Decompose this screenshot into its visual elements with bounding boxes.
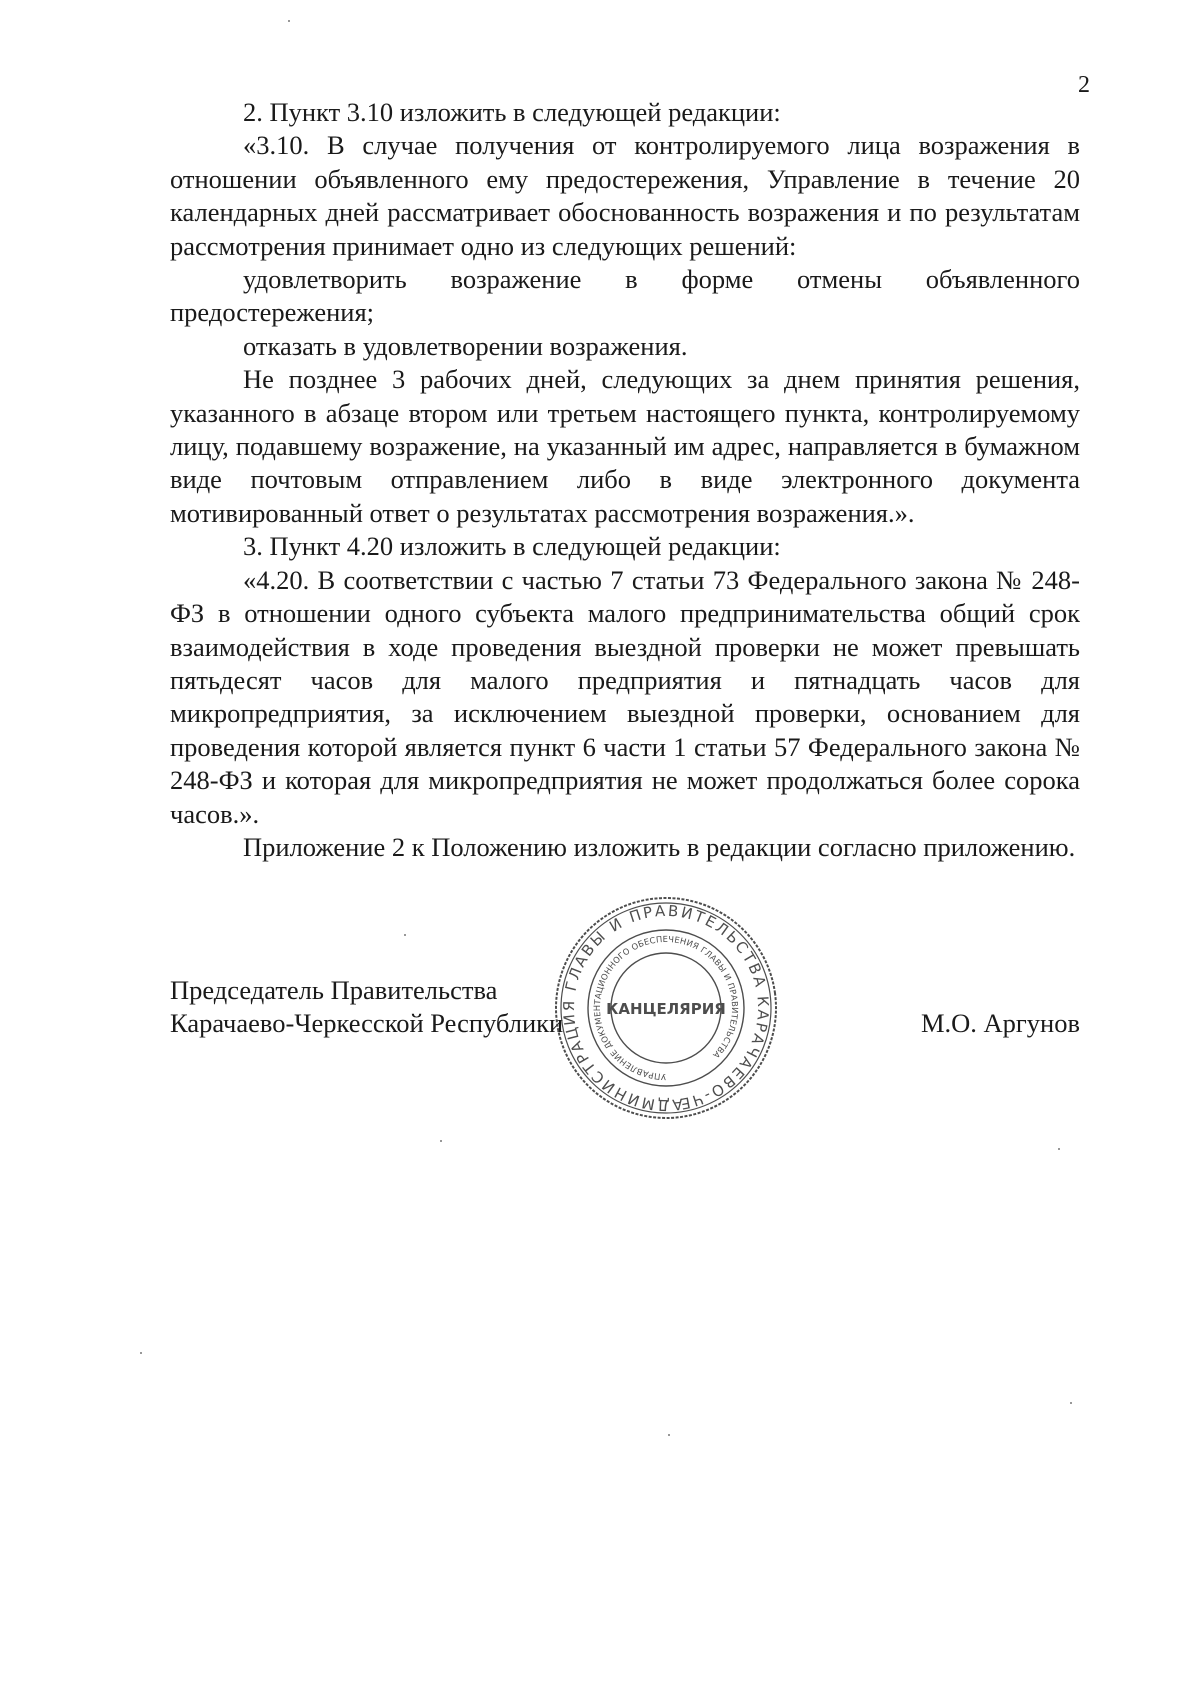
scan-speck xyxy=(668,1434,670,1436)
paragraph-option-satisfy: удовлетворить возражение в форме отмены объявленного предостережения; xyxy=(170,264,1080,328)
document-body xyxy=(170,96,1080,864)
paragraph-response-deadline: Не позднее 3 рабочих дней, следующих за днем принятия решения, указанного в абзаце втором или третьем настоящего пункта, контролируемому лицу, подавшему возражение, на указанный им адрес, направляется в бумажном виде почтовым отправлением либо в виде электронного документа мотивированный ответ о результатах рассмотрения возражения.». xyxy=(170,364,1080,528)
paragraph-appendix: Приложение 2 к Положению изложить в редакции согласно приложению. xyxy=(243,831,1076,862)
paragraph-clause-3-10: «3.10. В случае получения от контролируемого лица возражения в отношении объявленного ему предостережения, Управление в течение 20 календарных дней рассматривает обоснованность возражения и по результатам рассмотрения принимает одно из следующих решений: xyxy=(170,130,1080,261)
seal-inner-text: УПРАВЛЕНИЕ ДОКУМЕНТАЦИОННОГО ОБЕСПЕЧЕНИЯ ГЛАВЫ И ПРАВИТЕЛЬСТВА xyxy=(591,933,741,1083)
scan-speck xyxy=(1070,1402,1072,1404)
scan-speck xyxy=(1058,1148,1060,1150)
signer-title-line2: Карачаево-Черкесской Республики xyxy=(170,1008,564,1039)
paragraph-item-3-heading: 3. Пункт 4.20 изложить в следующей редакции: xyxy=(243,531,781,562)
seal-outer-text: АДМИНИСТРАЦИЯ ГЛАВЫ И ПРАВИТЕЛЬСТВА КАРАЧАЕВО-ЧЕРКЕССКОЙ xyxy=(559,901,773,1115)
paragraph-clause-4-20: «4.20. В соответствии с частью 7 статьи 73 Федерального закона № 248-ФЗ в отношении одного субъекта малого предпринимательства общий срок взаимодействия в ходе проведения выездной проверки не может превышать пятьдесят часов для малого предприятия и пятнадцать часов для микропредприятия, за исключением выездной проверки, основанием для проведения которой является пункт 6 части 1 статьи 57 Федерального закона № 248-ФЗ и которая для микропредприятия не может продолжаться более сорока часов.». xyxy=(170,564,1080,829)
page-number: 2 xyxy=(1078,72,1090,98)
scan-speck xyxy=(140,1352,142,1354)
paragraph-option-refuse: отказать в удовлетворении возражения. xyxy=(243,330,688,361)
signer-title xyxy=(170,974,563,1041)
scan-speck xyxy=(288,20,290,22)
seal-center-text: КАНЦЕЛЯРИЯ xyxy=(606,1000,726,1018)
signer-title-line1: Председатель Правительства xyxy=(170,975,498,1005)
scan-speck xyxy=(404,934,406,936)
scan-speck xyxy=(440,1140,442,1142)
paragraph-item-2-heading: 2. Пункт 3.10 изложить в следующей редакции: xyxy=(243,97,781,127)
official-seal-stamp xyxy=(553,895,779,1121)
signer-name: М.О. Аргунов xyxy=(920,1008,1080,1038)
